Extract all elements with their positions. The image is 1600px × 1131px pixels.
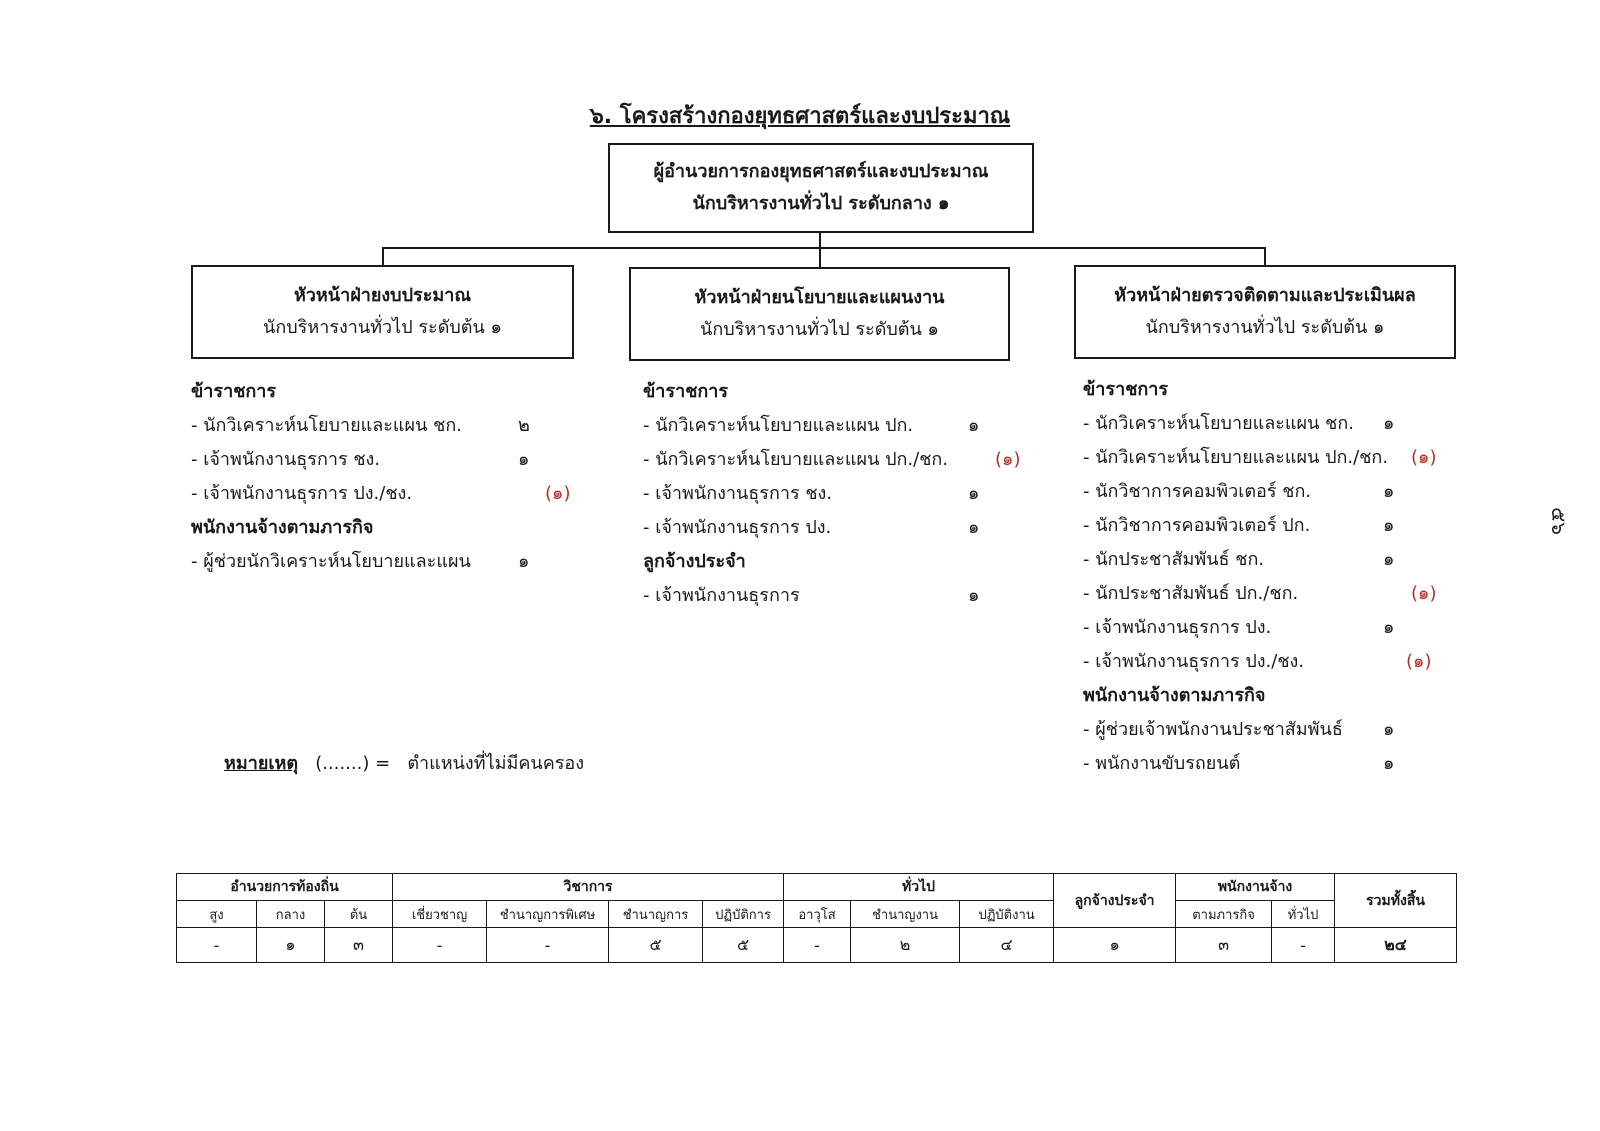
list-item: - นักวิเคราะห์นโยบายและแผน ชก. ๒ bbox=[191, 415, 530, 436]
sub-header: ตามภารกิจ bbox=[1176, 901, 1272, 928]
unit-position: นักบริหารงานทั่วไป ระดับต้น ๑ bbox=[263, 317, 502, 338]
group-label: ข้าราชการ bbox=[191, 381, 277, 402]
list-item: - เจ้าพนักงานธุรการ ๑ bbox=[643, 585, 980, 606]
table-cell: ๕ bbox=[609, 928, 703, 963]
connector-middle-drop bbox=[819, 247, 821, 267]
unit-head: หัวหน้าฝ่ายตรวจติดตามและประเมินผล bbox=[1114, 285, 1416, 306]
sub-header: อาวุโส bbox=[784, 901, 851, 928]
header-employee: พนักงานจ้าง bbox=[1176, 874, 1335, 901]
director-box bbox=[608, 143, 1034, 233]
list-item: - เจ้าพนักงานธุรการ ชง. ๑ bbox=[643, 483, 980, 504]
connector-right-drop bbox=[1264, 247, 1266, 265]
group-label: ข้าราชการ bbox=[643, 381, 729, 402]
sub-header: ทั่วไป bbox=[1272, 901, 1335, 928]
list-item: - เจ้าพนักงานธุรการ ปง./ชง. (๑) bbox=[191, 483, 571, 504]
unit-head: หัวหน้าฝ่ายนโยบายและแผนงาน bbox=[694, 287, 945, 308]
list-item: - นักประชาสัมพันธ์ ชก. ๑ bbox=[1083, 549, 1395, 570]
table-cell: - bbox=[487, 928, 609, 963]
table-cell: - bbox=[393, 928, 487, 963]
sub-header: ปฏิบัติการ bbox=[703, 901, 784, 928]
unit-position: นักบริหารงานทั่วไป ระดับต้น ๑ bbox=[700, 319, 939, 340]
group-label: ลูกจ้างประจำ bbox=[643, 551, 746, 572]
header-local-admin: อำนวยการท้องถิ่น bbox=[177, 874, 393, 901]
list-item: - นักประชาสัมพันธ์ ปก./ชก. (๑) bbox=[1083, 583, 1437, 604]
sub-header: ต้น bbox=[325, 901, 393, 928]
note-label: หมายเหตุ bbox=[224, 753, 299, 774]
list-item: - ผู้ช่วยเจ้าพนักงานประชาสัมพันธ์ ๑ bbox=[1083, 719, 1395, 740]
unit-head: หัวหน้าฝ่ายงบประมาณ bbox=[293, 285, 472, 306]
list-item: - ผู้ช่วยนักวิเคราะห์นโยบายและแผน ๑ bbox=[191, 551, 530, 572]
director-position: นักบริหารงานทั่วไป ระดับกลาง ๑ bbox=[692, 193, 950, 214]
page-title: ๖. โครงสร้างกองยุทธศาสตร์และงบประมาณ bbox=[589, 104, 1011, 129]
list-item: - เจ้าพนักงานธุรการ ปง. ๑ bbox=[643, 517, 980, 538]
list-item: - เจ้าพนักงานธุรการ ปง./ชง. (๑) bbox=[1083, 651, 1432, 672]
table-cell: ๕ bbox=[703, 928, 784, 963]
connector-horizontal bbox=[382, 247, 1266, 249]
list-item: - นักวิเคราะห์นโยบายและแผน ปก. ๑ bbox=[643, 415, 980, 436]
table-cell: ๓ bbox=[325, 928, 393, 963]
header-general: ทั่วไป bbox=[784, 874, 1054, 901]
list-item: - พนักงานขับรถยนต์ ๑ bbox=[1083, 753, 1395, 774]
sub-header: สูง bbox=[177, 901, 257, 928]
sub-header: ปฏิบัติงาน bbox=[960, 901, 1054, 928]
list-item: - เจ้าพนักงานธุรการ ปง. ๑ bbox=[1083, 617, 1395, 638]
table-cell: ๑ bbox=[257, 928, 325, 963]
director-title: ผู้อำนวยการกองยุทธศาสตร์และงบประมาณ bbox=[653, 161, 989, 182]
summary-table bbox=[176, 873, 1457, 963]
connector-director-down bbox=[819, 233, 821, 248]
sub-header: ชำนาญการ bbox=[609, 901, 703, 928]
table-cell: ๒ bbox=[851, 928, 960, 963]
group-label: พนักงานจ้างตามภารกิจ bbox=[191, 517, 374, 538]
table-cell: - bbox=[784, 928, 851, 963]
table-cell: ๓ bbox=[1176, 928, 1272, 963]
list-item: - นักวิเคราะห์นโยบายและแผน ชก. ๑ bbox=[1083, 413, 1395, 434]
unit-position: นักบริหารงานทั่วไป ระดับต้น ๑ bbox=[1145, 317, 1385, 338]
staff-list-policy bbox=[643, 375, 1043, 613]
unit-box-monitoring bbox=[1074, 265, 1456, 359]
list-item: - นักวิชาการคอมพิวเตอร์ ชก. ๑ bbox=[1083, 481, 1395, 502]
note-meaning: ตำแหน่งที่ไม่มีคนครอง bbox=[407, 753, 585, 774]
header-total: รวมทั้งสิ้น bbox=[1335, 874, 1457, 928]
table-cell: - bbox=[177, 928, 257, 963]
sub-header: ชำนาญงาน bbox=[851, 901, 960, 928]
table-cell: ๔ bbox=[960, 928, 1054, 963]
table-cell: ๑ bbox=[1054, 928, 1176, 963]
legend-note bbox=[224, 748, 584, 777]
connector-left-drop bbox=[382, 247, 384, 265]
table-cell: - bbox=[1272, 928, 1335, 963]
staff-list-monitoring bbox=[1083, 373, 1483, 781]
staff-list-budget bbox=[191, 375, 591, 579]
group-label: ข้าราชการ bbox=[1083, 379, 1169, 400]
list-item: - เจ้าพนักงานธุรการ ชง. ๑ bbox=[191, 449, 530, 470]
header-permanent-employee: ลูกจ้างประจำ bbox=[1054, 874, 1176, 928]
list-item: - นักวิเคราะห์นโยบายและแผน ปก./ชก. (๑) bbox=[1083, 447, 1437, 468]
sub-header: เชี่ยวชาญ bbox=[393, 901, 487, 928]
total-cell: ๒๔ bbox=[1335, 928, 1457, 963]
list-item: - นักวิชาการคอมพิวเตอร์ ปก. ๑ bbox=[1083, 515, 1395, 536]
group-label: พนักงานจ้างตามภารกิจ bbox=[1083, 685, 1266, 706]
sub-header: ชำนาญการพิเศษ bbox=[487, 901, 609, 928]
page-number: ๕๖ bbox=[1546, 507, 1571, 535]
unit-box-budget bbox=[191, 265, 574, 359]
list-item: - นักวิเคราะห์นโยบายและแผน ปก./ชก. (๑) bbox=[643, 449, 1021, 470]
header-academic: วิชาการ bbox=[393, 874, 784, 901]
sub-header: กลาง bbox=[257, 901, 325, 928]
note-symbol: (.......) = bbox=[315, 753, 391, 774]
unit-box-policy bbox=[629, 267, 1010, 361]
